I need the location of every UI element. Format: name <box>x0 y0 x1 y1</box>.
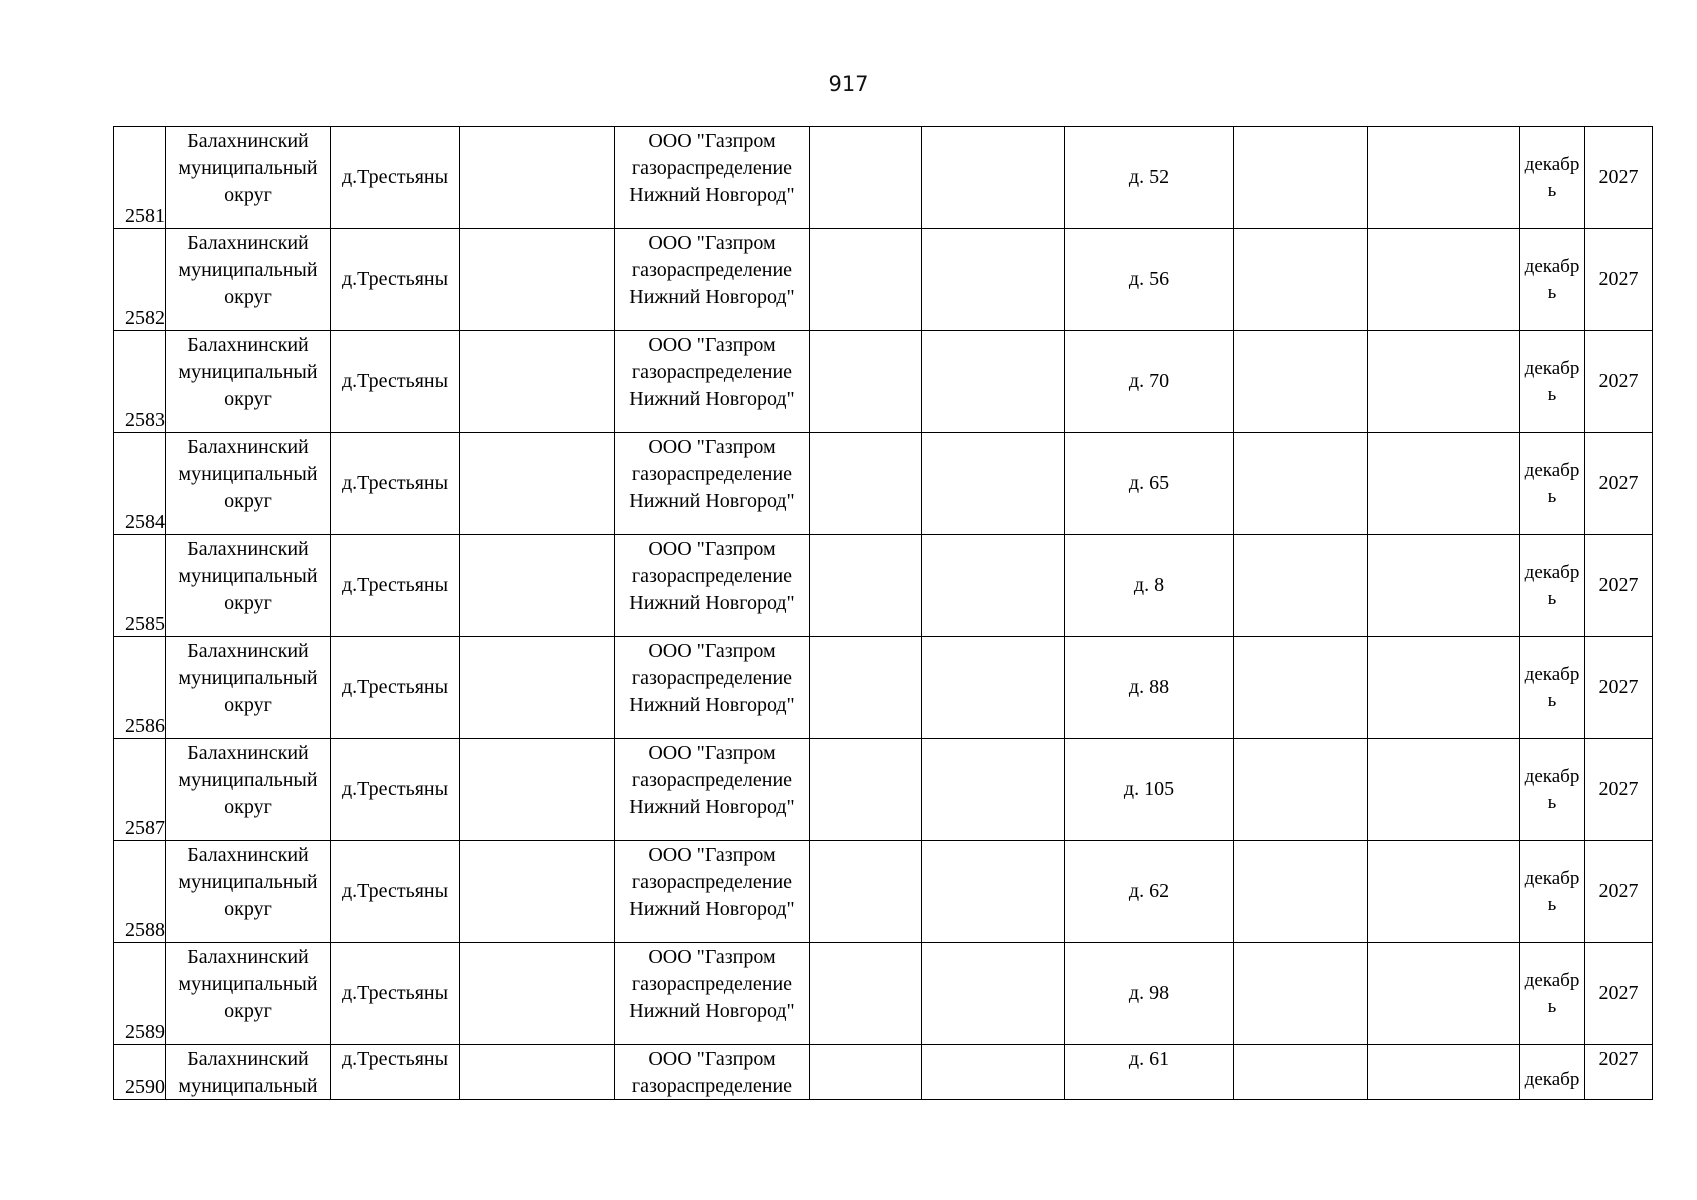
table-row <box>114 841 1653 943</box>
district-cell: Балахнинский муниципальный округ <box>166 535 331 637</box>
organization-cell <box>615 1045 810 1100</box>
row-number-cell: 2587 <box>114 739 166 841</box>
house-number-cell: д. 56 <box>1065 229 1234 331</box>
locality-cell: д.Трестьяны <box>331 637 460 739</box>
district-text: Балахнинский муниципальный <box>178 1048 318 1097</box>
empty-cell <box>922 739 1065 841</box>
empty-cell <box>810 943 922 1045</box>
year-cell: 2027 <box>1585 637 1653 739</box>
empty-cell <box>1234 841 1368 943</box>
table-row <box>114 535 1653 637</box>
page-number: 917 <box>828 72 869 96</box>
locality-cell: д.Трестьяны <box>331 943 460 1045</box>
empty-cell <box>460 943 615 1045</box>
organization-cell: ООО "Газпром газораспределение Нижний Новгород" <box>615 943 810 1045</box>
organization-cell: ООО "Газпром газораспределение Нижний Новгород" <box>615 637 810 739</box>
month-cell: декабр ь <box>1520 739 1585 841</box>
empty-cell <box>810 331 922 433</box>
house-number-cell: д. 70 <box>1065 331 1234 433</box>
month-cell: декабр ь <box>1520 535 1585 637</box>
organization-cell: ООО "Газпром газораспределение Нижний Новгород" <box>615 535 810 637</box>
table-row <box>114 943 1653 1045</box>
month-cell: декабр ь <box>1520 433 1585 535</box>
empty-cell <box>810 739 922 841</box>
house-number-cell: д. 88 <box>1065 637 1234 739</box>
year-cell: 2027 <box>1585 331 1653 433</box>
year-cell: 2027 <box>1585 841 1653 943</box>
empty-cell <box>1368 1045 1520 1100</box>
month-cell: декабр ь <box>1520 637 1585 739</box>
district-cell: Балахнинский муниципальный округ <box>166 433 331 535</box>
organization-cell: ООО "Газпром газораспределение Нижний Новгород" <box>615 331 810 433</box>
table-row <box>114 127 1653 229</box>
year-cell: 2027 <box>1585 739 1653 841</box>
empty-cell <box>1368 127 1520 229</box>
district-cell: Балахнинский муниципальный округ <box>166 331 331 433</box>
empty-cell <box>460 433 615 535</box>
empty-cell <box>810 637 922 739</box>
house-number-cell: д. 65 <box>1065 433 1234 535</box>
month-cell: декабр ь <box>1520 229 1585 331</box>
empty-cell <box>810 127 922 229</box>
table-row <box>114 433 1653 535</box>
year-cell: 2027 <box>1585 127 1653 229</box>
empty-cell <box>1234 331 1368 433</box>
table-row <box>114 331 1653 433</box>
empty-cell <box>1368 229 1520 331</box>
empty-cell <box>922 127 1065 229</box>
district-cell: Балахнинский муниципальный округ <box>166 229 331 331</box>
district-cell: Балахнинский муниципальный округ <box>166 841 331 943</box>
empty-cell <box>1234 943 1368 1045</box>
organization-text: ООО "Газпром газораспределение <box>631 1048 793 1097</box>
month-cell: декабр ь <box>1520 841 1585 943</box>
district-cell: Балахнинский муниципальный округ <box>166 637 331 739</box>
year-text: 2027 <box>1598 1048 1639 1070</box>
district-cell: Балахнинский муниципальный округ <box>166 127 331 229</box>
row-number-cell: 2588 <box>114 841 166 943</box>
row-number-cell: 2590 <box>114 1045 166 1100</box>
locality-cell: д.Трестьяны <box>331 739 460 841</box>
empty-cell <box>810 433 922 535</box>
organization-cell: ООО "Газпром газораспределение Нижний Новгород" <box>615 229 810 331</box>
organization-cell: ООО "Газпром газораспределение Нижний Новгород" <box>615 433 810 535</box>
locality-cell: д.Трестьяны <box>331 331 460 433</box>
empty-cell <box>1234 637 1368 739</box>
row-number-cell: 2589 <box>114 943 166 1045</box>
year-cell: 2027 <box>1585 433 1653 535</box>
empty-cell <box>460 739 615 841</box>
empty-cell <box>1368 841 1520 943</box>
house-number-cell <box>1065 1045 1234 1100</box>
row-number-cell: 2584 <box>114 433 166 535</box>
row-number-cell: 2583 <box>114 331 166 433</box>
empty-cell <box>922 331 1065 433</box>
district-cell: Балахнинский муниципальный округ <box>166 943 331 1045</box>
empty-cell <box>460 127 615 229</box>
empty-cell <box>1234 433 1368 535</box>
locality-cell: д.Трестьяны <box>331 229 460 331</box>
row-number-cell: 2581 <box>114 127 166 229</box>
house-number-cell: д. 8 <box>1065 535 1234 637</box>
month-cell: декабр ь <box>1520 943 1585 1045</box>
empty-cell <box>922 229 1065 331</box>
empty-cell <box>1368 943 1520 1045</box>
locality-cell: д.Трестьяны <box>331 127 460 229</box>
table-row <box>114 229 1653 331</box>
empty-cell <box>922 535 1065 637</box>
house-number-text: д. 61 <box>1128 1048 1170 1070</box>
house-number-cell: д. 98 <box>1065 943 1234 1045</box>
empty-cell <box>460 331 615 433</box>
table-row <box>114 637 1653 739</box>
empty-cell <box>1234 535 1368 637</box>
table-row <box>114 1045 1653 1100</box>
row-number-cell: 2585 <box>114 535 166 637</box>
table-row <box>114 739 1653 841</box>
empty-cell <box>1234 1045 1368 1100</box>
organization-cell: ООО "Газпром газораспределение Нижний Новгород" <box>615 127 810 229</box>
locality-cell: д.Трестьяны <box>331 841 460 943</box>
empty-cell <box>1368 535 1520 637</box>
year-cell: 2027 <box>1585 535 1653 637</box>
empty-cell <box>1368 331 1520 433</box>
locality-cell: д.Трестьяны <box>331 535 460 637</box>
locality-text: д.Трестьяны <box>341 1048 449 1070</box>
house-number-cell: д. 62 <box>1065 841 1234 943</box>
organization-cell: ООО "Газпром газораспределение Нижний Новгород" <box>615 739 810 841</box>
empty-cell <box>922 637 1065 739</box>
empty-cell <box>1368 637 1520 739</box>
empty-cell <box>810 229 922 331</box>
locality-cell <box>331 1045 460 1100</box>
month-cell: декабр ь <box>1520 331 1585 433</box>
empty-cell <box>1234 739 1368 841</box>
empty-cell <box>460 535 615 637</box>
empty-cell <box>810 1045 922 1100</box>
empty-cell <box>810 535 922 637</box>
register-table <box>113 126 1653 1100</box>
row-number-cell: 2586 <box>114 637 166 739</box>
empty-cell <box>922 943 1065 1045</box>
empty-cell <box>922 841 1065 943</box>
organization-cell: ООО "Газпром газораспределение Нижний Новгород" <box>615 841 810 943</box>
empty-cell <box>460 637 615 739</box>
row-number-cell: 2582 <box>114 229 166 331</box>
empty-cell <box>460 841 615 943</box>
empty-cell <box>922 1045 1065 1100</box>
district-cell <box>166 1045 331 1100</box>
empty-cell <box>1368 739 1520 841</box>
locality-cell: д.Трестьяны <box>331 433 460 535</box>
empty-cell <box>922 433 1065 535</box>
year-cell <box>1585 1045 1653 1100</box>
house-number-cell: д. 52 <box>1065 127 1234 229</box>
empty-cell <box>460 229 615 331</box>
month-cell: декабр ь <box>1520 127 1585 229</box>
district-cell: Балахнинский муниципальный округ <box>166 739 331 841</box>
month-cell: декабр <box>1520 1045 1585 1100</box>
year-cell: 2027 <box>1585 943 1653 1045</box>
empty-cell <box>460 1045 615 1100</box>
empty-cell <box>1234 229 1368 331</box>
year-cell: 2027 <box>1585 229 1653 331</box>
empty-cell <box>1368 433 1520 535</box>
empty-cell <box>1234 127 1368 229</box>
empty-cell <box>810 841 922 943</box>
house-number-cell: д. 105 <box>1065 739 1234 841</box>
